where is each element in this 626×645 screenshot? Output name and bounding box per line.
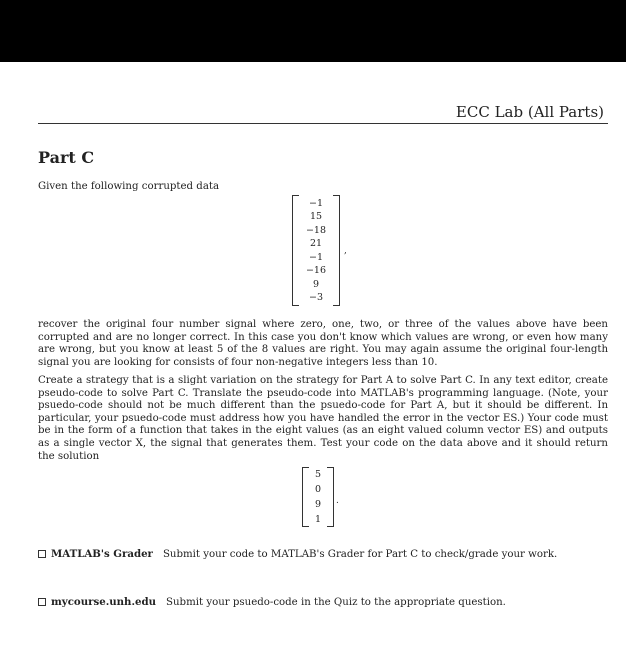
vector-entry: 9 (314, 499, 322, 510)
right-bracket (333, 195, 340, 306)
vector-trailing-comma: , (344, 246, 347, 256)
intro-text: Given the following corrupted data (38, 181, 220, 192)
vector-entry: 21 (309, 238, 323, 250)
section-title: Part C (38, 148, 95, 167)
vector-entries (309, 467, 327, 527)
vector-entry: 1 (314, 514, 322, 525)
task-checkbox[interactable] (38, 550, 46, 558)
task-title: mycourse.unh.edu (51, 596, 157, 608)
vector-entry: 0 (314, 484, 322, 495)
paragraph-strategy: Create a strategy that is a slight variation on the strategy for Part A to solve Part C. In any text editor, create pseudo-code to solve Part C. Translate the pseudo-code into MATLAB's programming language. (Note, your psuedo-code should not be much different than the psuedo-code for Part A, but it should be different. In particular, your psuedo-code must address how you have handled the error in the vector ES.) Your code must be in the form of a function that takes in the eight values (as an eight valued column vector ES) and outputs as a single vector X, the signal that generates them. Test your code on the data above and it should return the solution (38, 375, 608, 462)
left-bracket (302, 467, 309, 527)
vector-entry: 9 (312, 278, 320, 290)
task-matlab-grader (38, 548, 557, 560)
header-title: ECC Lab (All Parts) (455, 103, 604, 121)
left-bracket (292, 195, 299, 306)
document-page (0, 62, 626, 645)
task-title: MATLAB's Grader (51, 548, 153, 560)
vector-entry: −1 (308, 251, 323, 263)
vector-entry: 5 (314, 469, 322, 480)
header-rule (38, 123, 608, 124)
solution-vector (302, 467, 334, 527)
right-bracket (327, 467, 334, 527)
corrupted-data-vector (292, 195, 340, 306)
vector-entries (299, 195, 333, 306)
vector-entry: −1 (308, 198, 323, 209)
paragraph-recover: recover the original four number signal where zero, one, two, or three of the values above have been corrupted and are no longer correct. In this case you don't know which values are wrong, or even how many are wrong, but you know at least 5 of the 8 values are right. You may again assume the original four-length signal you are looking for consists of four non-negative integers less than 10. (38, 319, 608, 368)
task-mycourse (38, 596, 506, 608)
vector-entry: −16 (305, 265, 327, 277)
task-checkbox[interactable] (38, 598, 46, 606)
task-description: Submit your psuedo-code in the Quiz to the appropriate question. (166, 596, 506, 608)
solution-trailing-period: . (336, 496, 339, 506)
vector-entry: −18 (305, 224, 327, 236)
vector-entry: −3 (308, 291, 323, 303)
task-description: Submit your code to MATLAB's Grader for Part C to check/grade your work. (162, 548, 558, 560)
vector-entry: 15 (309, 211, 323, 223)
